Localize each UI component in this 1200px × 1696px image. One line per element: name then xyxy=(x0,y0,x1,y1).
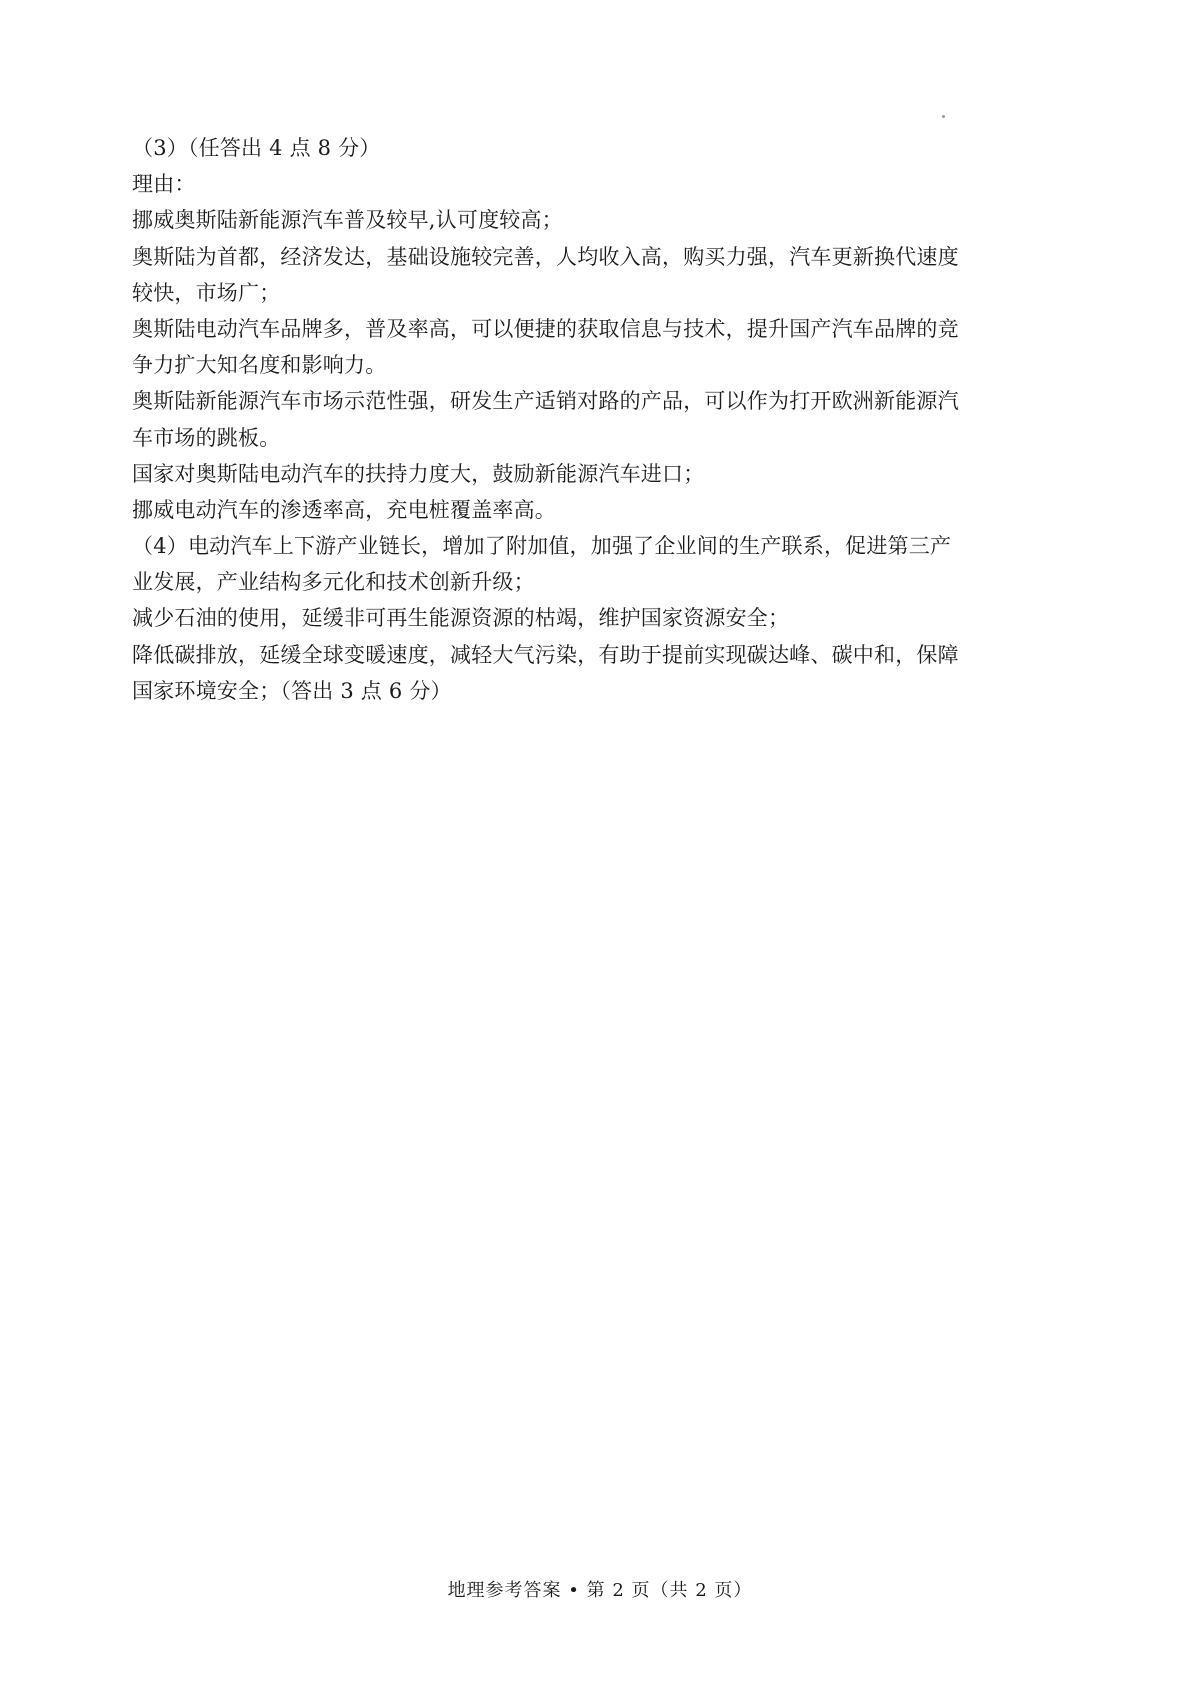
answer-line: 减少石油的使用，延缓非可再生能源资源的枯竭，维护国家资源安全； xyxy=(132,606,790,631)
answer-line: 挪威电动汽车的渗透率高，充电桩覆盖率高。 xyxy=(132,497,556,522)
scan-speck xyxy=(942,115,945,118)
question-4-line: （4）电动汽车上下游产业链长，增加了附加值，加强了企业间的生产联系，促进第三产 xyxy=(132,534,952,559)
answer-line: 奥斯陆新能源汽车市场示范性强，研发生产适销对路的产品，可以作为打开欧洲新能源汽 xyxy=(132,389,959,414)
answer-line: 国家对奥斯陆电动汽车的扶持力度大，鼓励新能源汽车进口； xyxy=(132,461,705,486)
page-footer: 地理参考答案 • 第 2 页（共 2 页） xyxy=(447,1580,753,1601)
answer-line: 争力扩大知名度和影响力。 xyxy=(132,353,387,378)
answer-body xyxy=(132,130,1082,709)
answer-line: 车市场的跳板。 xyxy=(132,425,281,450)
answer-line: 降低碳排放，延缓全球变暖速度，减轻大气污染，有助于提前实现碳达峰、碳中和，保障 xyxy=(132,642,959,667)
answer-line: 较快，市场广； xyxy=(132,280,281,305)
question-3-header: （3）（任答出 4 点 8 分） xyxy=(132,136,381,160)
answer-line: 业发展，产业结构多元化和技术创新升级； xyxy=(132,570,535,595)
answer-line: 奥斯陆电动汽车品牌多，普及率高，可以便捷的获取信息与技术，提升国产汽车品牌的竞 xyxy=(132,316,959,341)
answer-line: 挪威奥斯陆新能源汽车普及较早,认可度较高； xyxy=(132,208,563,233)
reason-label: 理由： xyxy=(132,172,196,197)
answer-line: 国家环境安全；（答出 3 点 6 分） xyxy=(132,678,452,703)
answer-line: 奥斯陆为首都，经济发达，基础设施较完善，人均收入高，购买力强，汽车更新换代速度 xyxy=(132,244,959,269)
